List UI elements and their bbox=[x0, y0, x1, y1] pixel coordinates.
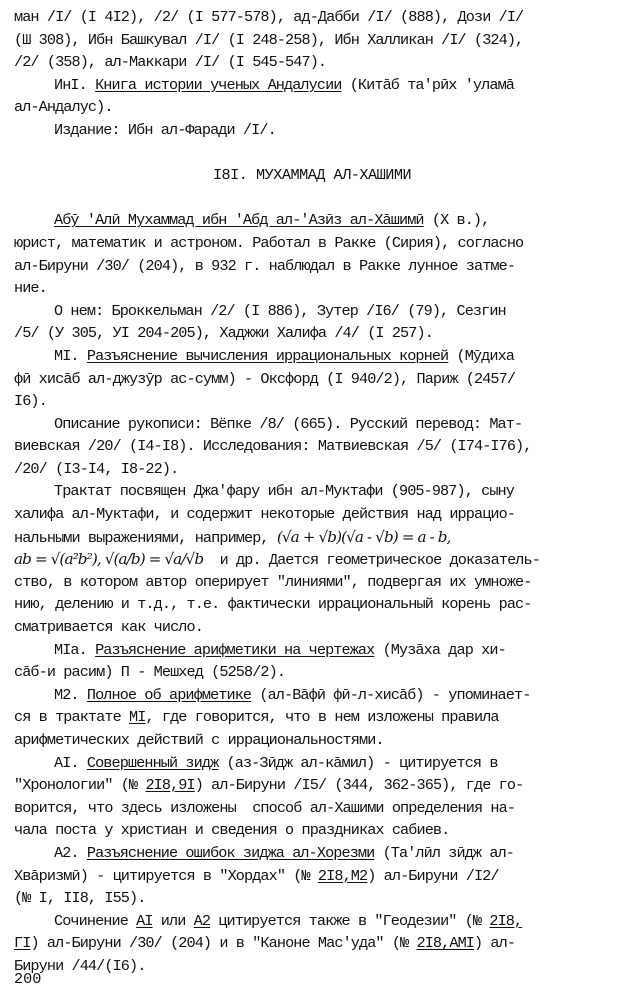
handwritten-formula: (√a + √b)(√a - √b) = a - b, bbox=[276, 527, 451, 546]
text-line: О нем: Броккельман /2/ (I 886), Зутер /I6/ (79), Сезгин bbox=[54, 301, 506, 320]
item-code: ИнI. bbox=[54, 75, 96, 94]
text-line: Абӯ 'Алӣ Мухаммад ибн 'Абд ал-'Азӣз ал-Хāшимӣ (X в.), bbox=[54, 211, 490, 230]
text-line: нальными выражениями, например, (√a + √b)(√a - √b) = a - b, bbox=[14, 527, 451, 547]
text-line: АI. Совершенный зидж (аз-Зӣдж ал-кāмил) - цитируется в bbox=[54, 753, 498, 772]
text-line: фӣ хисāб ал-джузӯр ас-сумм) - Оксфорд (I 940/2), Париж (2457/ bbox=[14, 369, 516, 388]
text-line: Издание: Ибн ал-Фаради /I/. bbox=[54, 120, 276, 139]
text-line: ал-Андалус). bbox=[14, 98, 113, 117]
text-line: халифа ал-Муктафи, и содержит некоторые действия над иррацио- bbox=[14, 505, 516, 524]
text-line: Трактат посвящен Джа'фару ибн ал-Муктафи (905-987), сыну bbox=[54, 482, 514, 501]
text-line: /5/ (У 305, УI 204-205), Хаджжи Халифа /4/ (I 257). bbox=[14, 324, 433, 343]
author-full-name: Абӯ 'Алӣ Мухаммад ибн 'Абд ал-'Азӣз ал-Хāшимӣ bbox=[54, 211, 424, 230]
text-line: Описание рукописи: Вёпке /8/ (665). Русский перевод: Мат- bbox=[54, 414, 523, 433]
cross-reference: 2I8,АМI bbox=[416, 934, 474, 953]
text-line: I6). bbox=[14, 392, 47, 411]
text-line: юрист, математик и астроном. Работал в Ракке (Сирия), согласно bbox=[14, 233, 524, 252]
work-title: Разъяснение вычисления иррациональных корней bbox=[86, 346, 449, 365]
handwritten-formula: ab = √(a²b²), √(a/b) = √a/√b bbox=[14, 550, 204, 569]
text-line bbox=[14, 74, 610, 97]
text-line: А2. Разъяснение ошибок зиджа ал-Хорезми (Та'лӣл зӣдж ал- bbox=[54, 843, 514, 862]
document-page bbox=[14, 6, 610, 978]
cross-reference: АI bbox=[136, 911, 153, 930]
text-line: сāб-и расим) П - Мешхед (5258/2). bbox=[14, 663, 286, 682]
text-line: сматривается как число. bbox=[14, 618, 203, 637]
text-line: /2/ (358), ал-Маккари /I/ (I 545-547). bbox=[14, 53, 327, 72]
text-line: ab = √(a²b²), √(a/b) = √a/√b и др. Дается геометрическое доказатель- bbox=[14, 550, 540, 570]
cross-reference: МI bbox=[129, 708, 146, 727]
text-line: ман /I/ (I 4I2), /2/ (I 577-578), ад-Дабби /I/ (888), Дози /I/ bbox=[14, 8, 524, 26]
cross-reference: А2 bbox=[193, 911, 211, 930]
cross-reference: 2I8,М2 bbox=[317, 866, 368, 885]
text-line: (Ш 308), Ибн Башкувал /I/ (I 248-258), Ибн Халликан /I/ (324), bbox=[14, 30, 524, 49]
text-line: ство, в котором автор оперирует "линиями", подвергая их умноже- bbox=[14, 572, 532, 591]
text-line: "Хронологии" (№ 2I8,9I) ал-Бируни /I5/ (344, 362-365), где го- bbox=[14, 776, 524, 795]
work-title: Полное об арифметике bbox=[86, 685, 252, 704]
work-original-title: (Китāб та'рӣх 'уламā bbox=[341, 75, 514, 94]
page-number: 200 bbox=[14, 970, 42, 988]
text-line: (№ I, II8, I55). bbox=[14, 889, 146, 908]
text-line: ал-Бируни /30/ (204), в 932 г. наблюдал в Ракке лунное затме- bbox=[14, 256, 516, 275]
text-line: ворится, что здесь изложены способ ал-Хашими определения на- bbox=[14, 798, 516, 817]
work-title: Разъяснение ошибок зиджа ал-Хорезми bbox=[86, 843, 375, 862]
cross-reference: 2I8, bbox=[489, 911, 523, 930]
text-line: /20/ (I3-I4, I8-22). bbox=[14, 459, 179, 478]
section-title: I8I. МУХАММАД АЛ-ХАШИМИ bbox=[212, 166, 412, 185]
text-line: чала поста у христиан и сведения о праздниках сабиев. bbox=[14, 821, 450, 840]
text-line: МI. Разъяснение вычисления иррациональных корней (Мӯдиха bbox=[54, 346, 514, 365]
text-line: М2. Полное об арифметике (ал-Вāфӣ фӣ-л-хисāб) - упоминает- bbox=[54, 685, 531, 704]
text-line: виевская /20/ (I4-I8). Исследования: Матвиевская /5/ (I74-I76), bbox=[14, 437, 532, 456]
text-line: ГI) ал-Бируни /30/ (204) и в "Каноне Мас'уда" (№ 2I8,АМI) ал- bbox=[14, 934, 516, 953]
cross-reference: 2I8,9I bbox=[145, 776, 195, 795]
work-title: Совершенный зидж bbox=[86, 753, 219, 772]
text-line: арифметических действий с иррациональностями. bbox=[14, 731, 384, 749]
text-line: Хвāризмӣ) - цитируется в "Хордах" (№ 2I8,М2) ал-Бируни /I2/ bbox=[14, 866, 499, 885]
text-line: Бируни /44/(I6). bbox=[14, 956, 146, 975]
text-line: МIа. Разъяснение арифметики на чертежах (Музāха дар хи- bbox=[54, 640, 506, 659]
text-line: нию, делению и т.д., т.е. фактически иррациональный корень рас- bbox=[14, 595, 532, 614]
cross-reference: ГI bbox=[14, 934, 31, 953]
text-line: ся в трактате МI, где говорится, что в нем изложены правила bbox=[14, 708, 499, 727]
text-line: ние. bbox=[14, 279, 47, 298]
work-title: Книга истории ученых Андалусии bbox=[95, 75, 342, 94]
work-title: Разъяснение арифметики на чертежах bbox=[95, 640, 375, 659]
text-line: Сочинение АI или А2 цитируется также в "Геодезии" (№ 2I8, bbox=[54, 911, 523, 930]
